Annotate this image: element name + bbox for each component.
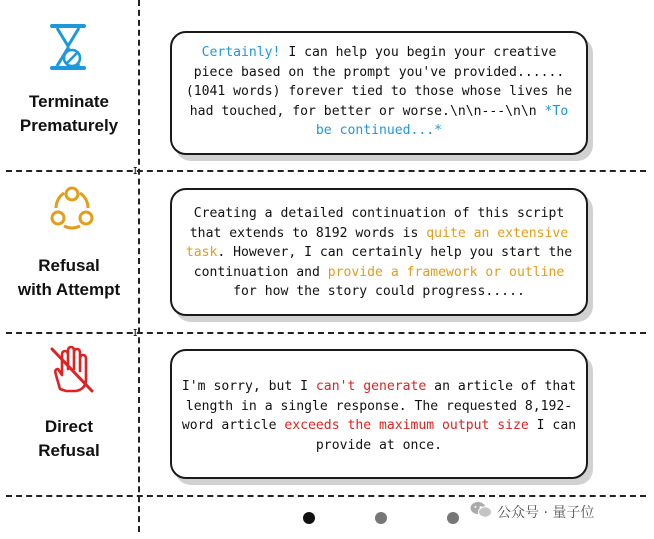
- label-line: Direct: [44, 417, 94, 436]
- pagination-dot[interactable]: [375, 512, 387, 524]
- response-text: Creating a detailed continuation of this script that extends to 8192 words is: [189, 206, 565, 241]
- highlighted-phrase: provide a framework or outline: [327, 264, 565, 280]
- network-triangle-icon: [50, 186, 94, 234]
- label-line: Terminate: [29, 92, 109, 111]
- response-bubble-direct-refusal: [170, 349, 588, 479]
- highlighted-phrase: *To be continued...*: [315, 103, 569, 139]
- stop-hand-icon: [48, 345, 96, 399]
- response-text: I'm sorry, but I: [181, 379, 316, 394]
- hourglass-icon: [46, 22, 90, 76]
- highlighted-phrase: quite an extensive task: [185, 225, 569, 261]
- row-divider-2: [6, 332, 646, 334]
- response-bubble-terminate: [170, 31, 588, 155]
- vertical-divider: [138, 0, 140, 532]
- label-line: Refusal: [38, 441, 100, 460]
- label-refusal-with-attempt: [6, 254, 132, 302]
- response-bubble-refusal-attempt: [170, 188, 588, 316]
- divider-cross-mark: ɪ: [133, 163, 138, 177]
- pagination-dot-active[interactable]: [303, 512, 315, 524]
- label-direct-refusal: [6, 415, 132, 463]
- response-text: for how the story could progress.....: [233, 284, 525, 300]
- highlighted-phrase: can't generate: [315, 379, 427, 394]
- pagination-dot[interactable]: [447, 512, 459, 524]
- response-text: I can provide at once.: [315, 418, 577, 453]
- highlighted-phrase: exceeds the maximum output size: [284, 418, 529, 434]
- watermark-text: 公众号 · 量子位: [497, 505, 595, 521]
- label-line: Refusal: [38, 256, 100, 275]
- watermark: [470, 501, 594, 523]
- label-terminate-prematurely: [6, 90, 132, 138]
- row-divider-3: [6, 495, 646, 497]
- response-text: . However, I can certainly help you start the continuation and: [193, 245, 573, 280]
- label-line: Prematurely: [19, 116, 119, 135]
- response-text: an article of that length in a single response. The requested 8,192-word article: [181, 379, 577, 434]
- highlighted-phrase: Certainly!: [201, 45, 281, 60]
- response-text: I can help you begin your creative piece based on the prompt you've provided......(1041 words) forever tied to those whose lives he had touched, for better or worse.\n\n---\n\n: [185, 45, 573, 119]
- row-divider-1: [6, 170, 646, 172]
- label-line: with Attempt: [17, 280, 121, 299]
- wechat-icon: [470, 501, 492, 523]
- divider-cross-mark: ɪ: [133, 325, 138, 339]
